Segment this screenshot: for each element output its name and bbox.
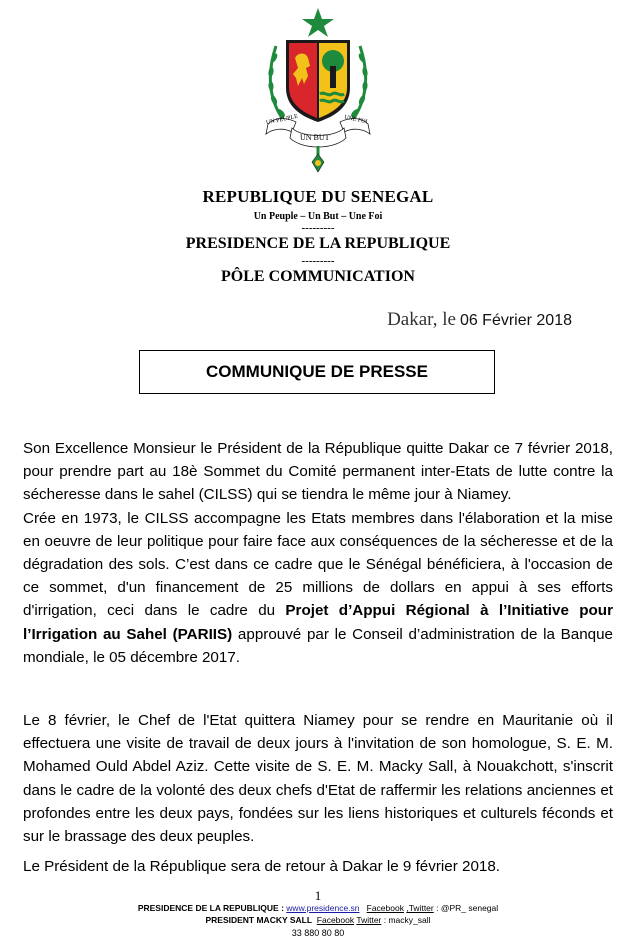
coat-of-arms [262, 6, 374, 178]
footer-label: PRESIDENCE DE LA REPUBLIQUE : [137, 903, 284, 913]
twitter-link[interactable]: Twitter [356, 915, 382, 925]
twitter-handle: : macky_sall [383, 915, 431, 925]
presidency-heading: PRESIDENCE DE LA REPUBLIQUE [185, 235, 451, 252]
press-release-title: COMMUNIQUE DE PRESSE [206, 362, 428, 381]
page-number: 1 [314, 888, 322, 903]
dateline-city: Dakar, le [387, 309, 456, 330]
coat-of-arms-icon [262, 6, 374, 178]
paragraph-text: Le Président de la République sera de retour à Dakar le 9 février 2018. [23, 858, 501, 875]
country-heading: REPUBLIQUE DU SENEGAL [202, 187, 434, 206]
body-paragraph-1 [23, 437, 613, 669]
body-paragraph-4 [23, 855, 613, 878]
national-motto: Un Peuple – Un But – Une Foi [253, 211, 383, 222]
dateline [387, 309, 572, 331]
twitter-link[interactable]: ,Twitter [406, 903, 434, 913]
paragraph-text-part: Crée en 1973, le CILSS accompagne les Etats membres dans l'élaboration et la mise en oeuvre de leur politique pour faire face aux conséquences de la sécheresse et de la dégradation des sols. C’est dans ce cadre que le Sénégal bénéficiera, à l'occasion de ce sommet, d'un financement de 25 millions de dollars en appui à ses efforts d'irrigation, ceci dans le cadre du [23, 509, 613, 620]
footer-line-2 [0, 915, 636, 925]
paragraph-text: Le 8 février, le Chef de l'Etat quittera Niamey pour se rendre en Mauritanie où il effectuera une visite de travail de deux jours à l'invitation de son homologue, S. E. M. Mohamed Ould Abdel Aziz. Cette visite de S. E. M. Macky Sall, à Nouakchott, s'inscrit dans le cadre de la volonté des deux chefs d'Etat de raffermir les relations anciennes et profondes entre les deux pays, fondées sur les liens historiques et culturels féconds et sur le brassage des deux peuples. [23, 712, 613, 846]
office-heading: PÔLE COMMUNICATION [221, 268, 415, 285]
project-name: Projet d’Appui Régional à l’Initiative pour l’Irrigation au Sahel (PARIIS) [23, 602, 613, 643]
twitter-handle: : @PR_ senegal [436, 903, 499, 913]
footer-line-1 [0, 903, 636, 913]
banner-right-text: UNE FOI [343, 114, 368, 126]
facebook-link[interactable]: Facebook [366, 903, 404, 913]
facebook-link[interactable]: Facebook [316, 915, 355, 925]
footer-phone: 33 880 80 80 [291, 928, 345, 938]
dateline-date: 06 Février 2018 [459, 312, 572, 329]
banner-bottom-text: UN BUT [300, 133, 330, 142]
footer-label: PRESIDENT MACKY SALL [205, 915, 313, 925]
paragraph-text: Son Excellence Monsieur le Président de la République quitte Dakar ce 7 février 2018, pour prendre part au 18è Sommet du Comité permanent inter-Etats de lutte contre la sécheresse dans le sahel (CILSS) qui se tiendra le même jour à Niamey. [23, 440, 613, 504]
body-paragraph-3 [23, 709, 613, 848]
separator: --------- [301, 222, 335, 234]
paragraph-text [23, 507, 613, 669]
paragraph-text-part: approuvé par le Conseil d’administration de la Banque mondiale, le 05 décembre 2017. [23, 625, 613, 666]
press-release-title-box [139, 350, 495, 394]
website-link[interactable]: www.presidence.sn [286, 903, 360, 913]
separator: --------- [301, 255, 335, 267]
banner-left-text: UN PEUPLE [265, 113, 299, 127]
